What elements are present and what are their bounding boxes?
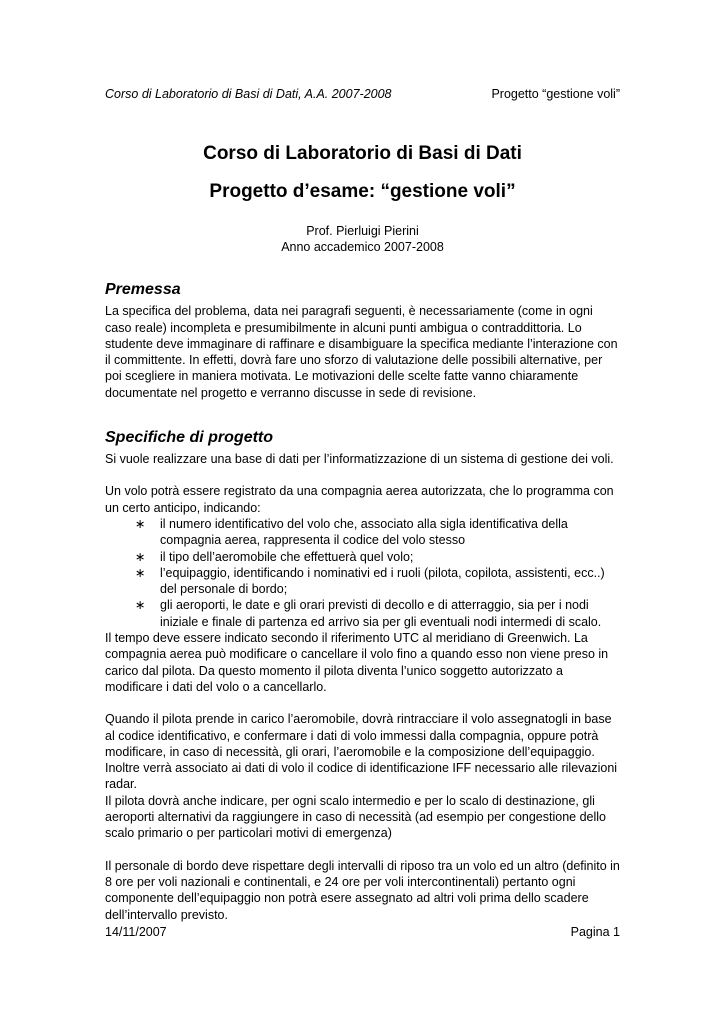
section-heading-specifiche: Specifiche di progetto bbox=[105, 429, 274, 447]
header-project-label: Progetto “gestione voli” bbox=[491, 87, 620, 101]
list-item bbox=[135, 516, 620, 549]
header-course-label: Corso di Laboratorio di Basi di Dati, A.A. 2007-2008 bbox=[105, 87, 392, 101]
document-title: Corso di Laboratorio di Basi di Dati bbox=[203, 143, 522, 165]
author-name: Prof. Pierluigi Pierini bbox=[306, 224, 419, 239]
specifiche-paragraph-pilota: Quando il pilota prende in carico l’aeromobile, dovrà rintracciare il volo assegnatogli in base al codice identificativo, e confermare i dati di volo immessi dalla compagnia, oppure potrà modificare, in caso di necessità, gli orari, l’aeromobile e la composizione dell’equipaggio. Inoltre verrà associato ai dati di volo il codice di identificazione IFF necessario alle rilevazioni radar. bbox=[105, 712, 618, 792]
asterisk-bullet-icon: ∗ bbox=[135, 565, 146, 580]
bullet-text: gli aeroporti, le date e gli orari previsti di decollo e di atterraggio, sia per i nodi iniziale e finale di partenza ed arrivo sia per gli eventuali nodi intermedi di scalo. bbox=[160, 598, 602, 629]
list-item bbox=[135, 597, 620, 630]
specifiche-paragraph-tempo: Il tempo deve essere indicato secondo il riferimento UTC al meridiano di Greenwich. La compagnia aerea può modificare o cancellare il volo fino a quando esso non viene preso in carico dal pilota. Da questo momento il pilota diventa l’unico soggetto autorizzato a modificare i dati del volo o a cancellarlo. bbox=[105, 631, 609, 694]
list-item bbox=[135, 565, 620, 598]
specifiche-paragraph-scali: Il pilota dovrà anche indicare, per ogni scalo intermedio e per lo scalo di destinazione, gli aeroporti alternativi da raggiungere in caso di necessità (ad esempio per congestione dello scalo primario o per particolari motivi di emergenza) bbox=[105, 793, 607, 841]
specifiche-paragraph-intro: Si vuole realizzare una base di dati per l’informatizzazione di un sistema di gestione dei voli. bbox=[105, 452, 614, 467]
asterisk-bullet-icon: ∗ bbox=[135, 516, 146, 531]
academic-year: Anno accademico 2007-2008 bbox=[281, 240, 444, 255]
page-header bbox=[105, 86, 620, 102]
premessa-paragraph: La specifica del problema, data nei paragrafi seguenti, è necessariamente (come in ogni caso reale) incompleta e presumibilmente in alcuni punti ambigua o contraddittoria. Lo studente deve immaginare di raffinare e disambiguare la specifica mediante l’interazione con il committente. In effetti, dovrà fare uno sforzo di valutazione delle possibili alternative, per poi scegliere in maniera motivata. Le motivazioni delle scelte fatte vanno chiaramente documentate nel progetto e verranno discusse in sede di revisione. bbox=[105, 304, 618, 400]
author-block bbox=[105, 223, 620, 255]
flight-data-bullet-list bbox=[105, 516, 620, 630]
footer-page-number: Pagina 1 bbox=[570, 925, 620, 939]
list-item bbox=[135, 549, 620, 565]
asterisk-bullet-icon: ∗ bbox=[135, 549, 146, 564]
bullet-text: il tipo dell’aeromobile che effettuerà quel volo; bbox=[160, 549, 414, 564]
page-footer bbox=[105, 924, 620, 940]
footer-date: 14/11/2007 bbox=[105, 925, 167, 939]
section-heading-premessa: Premessa bbox=[105, 281, 181, 299]
specifiche-paragraph-riposo: Il personale di bordo deve rispettare degli intervalli di riposo tra un volo ed un altro (definito in 8 ore per voli nazionali e continentali, e 24 ore per voli intercontinentali) pertanto ogni componente dell’equipaggio non potrà esere assegnato ad altri voli prima dello scadere dell’intervallo previsto. bbox=[105, 858, 620, 922]
bullet-text: il numero identificativo del volo che, associato alla sigla identificativa della compagnia aerea, rappresenta il codice del volo stesso bbox=[160, 516, 568, 548]
asterisk-bullet-icon: ∗ bbox=[135, 598, 146, 613]
specifiche-paragraph-volo: Un volo potrà essere registrato da una compagnia aerea autorizzata, che lo programma con un certo anticipo, indicando: bbox=[105, 484, 614, 515]
document-subtitle: Progetto d’esame: “gestione voli” bbox=[209, 181, 516, 203]
bullet-text: l’equipaggio, identificando i nominativi ed i ruoli (pilota, copilota, assistenti, ecc..) del personale di bordo; bbox=[160, 565, 605, 597]
